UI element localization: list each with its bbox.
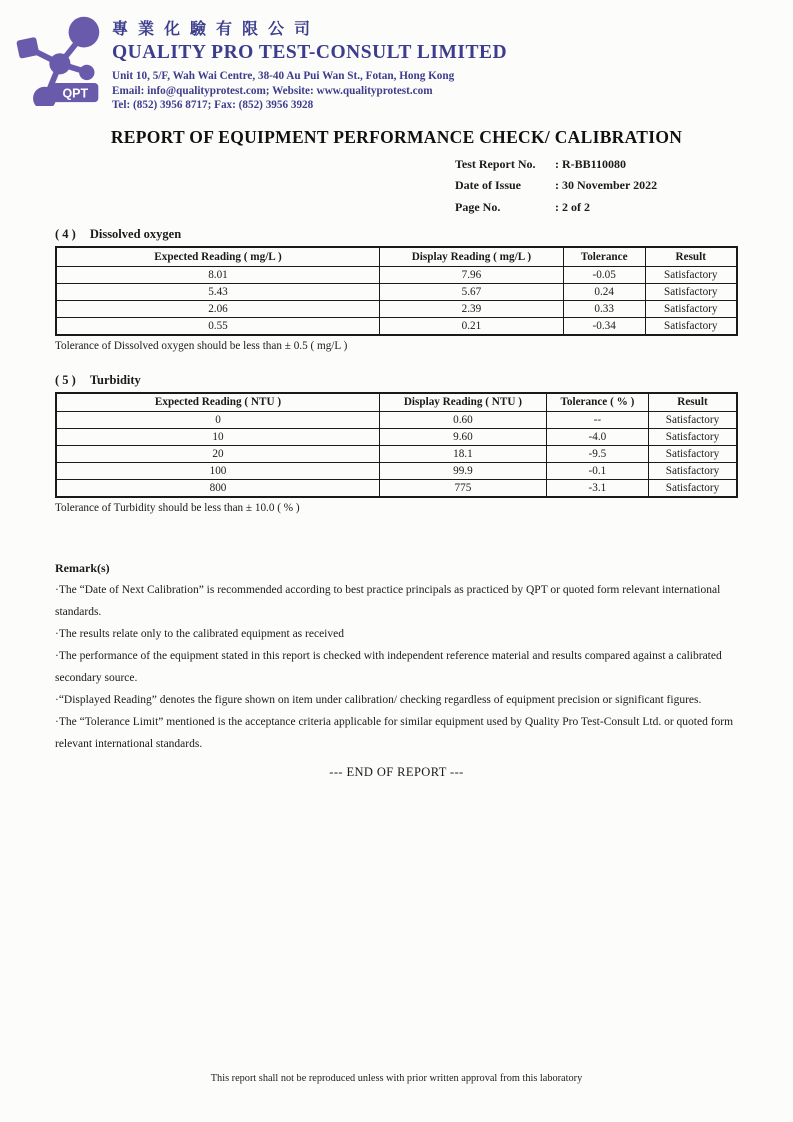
result-cell: Satisfactory bbox=[648, 463, 737, 480]
col-header-tolerance: Tolerance bbox=[563, 247, 645, 266]
company-tel-fax: Tel: (852) 3956 8717; Fax: (852) 3956 3928 bbox=[112, 99, 314, 111]
result-cell: Satisfactory bbox=[648, 446, 737, 463]
display-reading-cell: 9.60 bbox=[379, 429, 546, 446]
report-info-row bbox=[455, 197, 793, 219]
table-header-row bbox=[56, 393, 737, 412]
tolerance-cell: -9.5 bbox=[546, 446, 648, 463]
tolerance-cell: -0.1 bbox=[546, 463, 648, 480]
date-of-issue-label: Date of Issue bbox=[455, 178, 521, 192]
remark-item: ·The “Tolerance Limit” mentioned is the acceptance criteria applicable for similar equipment used by Quality Pro Test-Consult Ltd. or quoted form relevant international standards. bbox=[55, 716, 734, 750]
expected-reading-cell: 0 bbox=[56, 412, 379, 429]
letterhead bbox=[0, 0, 793, 113]
expected-reading-cell: 100 bbox=[56, 463, 379, 480]
remark-item: ·The results relate only to the calibrated equipment as received bbox=[55, 628, 344, 640]
company-name-chinese: 專業化驗有限公司 bbox=[112, 21, 321, 38]
section-4-heading bbox=[55, 227, 738, 242]
turbidity-table bbox=[55, 392, 738, 499]
tolerance-cell: 0.33 bbox=[563, 300, 645, 317]
page-no-value: : 2 of 2 bbox=[555, 199, 590, 214]
logo-atom-center bbox=[49, 53, 70, 74]
table-row bbox=[56, 446, 737, 463]
turbidity-tolerance-note: Tolerance of Turbidity should be less than ± 10.0 ( % ) bbox=[55, 502, 300, 514]
report-info-row bbox=[455, 175, 793, 197]
report-info-block bbox=[455, 154, 793, 219]
table-row bbox=[56, 429, 737, 446]
logo-atom-small bbox=[79, 65, 94, 80]
result-cell: Satisfactory bbox=[645, 317, 737, 335]
section-4-number: ( 4 ) bbox=[55, 227, 76, 241]
result-cell: Satisfactory bbox=[645, 266, 737, 283]
table-row bbox=[56, 300, 737, 317]
expected-reading-cell: 20 bbox=[56, 446, 379, 463]
tolerance-cell: -0.34 bbox=[563, 317, 645, 335]
display-reading-cell: 5.67 bbox=[379, 283, 563, 300]
company-email-website: Email: info@qualityprotest.com; Website: www.qualityprotest.com bbox=[112, 84, 433, 97]
display-reading-cell: 775 bbox=[379, 480, 546, 498]
test-report-no-label: Test Report No. bbox=[455, 156, 536, 171]
logo-atom-square bbox=[16, 37, 40, 59]
report-info-row bbox=[455, 154, 793, 176]
col-header-result: Result bbox=[645, 247, 737, 266]
tolerance-cell: -3.1 bbox=[546, 480, 648, 498]
result-cell: Satisfactory bbox=[648, 480, 737, 498]
date-of-issue-value: : 30 November 2022 bbox=[555, 178, 658, 192]
remarks-section bbox=[55, 561, 765, 755]
expected-reading-cell: 8.01 bbox=[56, 266, 379, 283]
table-row bbox=[56, 412, 737, 429]
remarks-heading: Remark(s) bbox=[55, 561, 110, 575]
company-name-english: QUALITY PRO TEST-CONSULT LIMITED bbox=[112, 42, 508, 63]
section-5-number: ( 5 ) bbox=[55, 372, 76, 387]
section-4-title: Dissolved oxygen bbox=[89, 227, 182, 241]
expected-reading-cell: 0.55 bbox=[56, 317, 379, 335]
display-reading-cell: 2.39 bbox=[379, 300, 563, 317]
company-block bbox=[106, 10, 507, 113]
section-5-title: Turbidity bbox=[89, 372, 141, 387]
display-reading-cell: 0.60 bbox=[379, 412, 546, 429]
page-no-label: Page No. bbox=[455, 199, 501, 214]
display-reading-cell: 7.96 bbox=[379, 266, 563, 283]
result-cell: Satisfactory bbox=[645, 300, 737, 317]
expected-reading-cell: 2.06 bbox=[56, 300, 379, 317]
display-reading-cell: 0.21 bbox=[379, 317, 563, 335]
section-dissolved-oxygen bbox=[55, 227, 738, 352]
logo-atom-large bbox=[69, 17, 100, 48]
qpt-molecule-logo bbox=[10, 10, 106, 106]
tolerance-cell: -4.0 bbox=[546, 429, 648, 446]
col-header-display-reading: Display Reading ( NTU ) bbox=[379, 393, 546, 412]
report-title: REPORT OF EQUIPMENT PERFORMANCE CHECK/ CALIBRATION bbox=[110, 126, 683, 147]
tolerance-cell: -0.05 bbox=[563, 266, 645, 283]
table-row bbox=[56, 283, 737, 300]
logo-abbr-text: QPT bbox=[62, 86, 89, 101]
result-cell: Satisfactory bbox=[648, 429, 737, 446]
remark-item: ·“Displayed Reading” denotes the figure shown on item under calibration/ checking regardless of equipment precision or significant figures. bbox=[55, 694, 702, 706]
table-header-row bbox=[56, 247, 737, 266]
tolerance-cell: 0.24 bbox=[563, 283, 645, 300]
col-header-expected-reading: Expected Reading ( NTU ) bbox=[56, 393, 379, 412]
col-header-result: Result bbox=[648, 393, 737, 412]
result-cell: Satisfactory bbox=[648, 412, 737, 429]
end-of-report-marker: --- END OF REPORT --- bbox=[329, 765, 464, 779]
display-reading-cell: 99.9 bbox=[379, 463, 546, 480]
remark-item: ·The performance of the equipment stated in this report is checked with independent reference material and results compared against a calibrated secondary source. bbox=[55, 650, 722, 684]
table-row bbox=[56, 480, 737, 498]
tolerance-cell: -- bbox=[546, 412, 648, 429]
expected-reading-cell: 800 bbox=[56, 480, 379, 498]
dissolved-oxygen-tolerance-note: Tolerance of Dissolved oxygen should be less than ± 0.5 ( mg/L ) bbox=[55, 339, 348, 352]
test-report-no-value: : R-BB110080 bbox=[555, 156, 627, 171]
col-header-expected-reading: Expected Reading ( mg/L ) bbox=[56, 247, 379, 266]
section-turbidity bbox=[55, 373, 738, 515]
dissolved-oxygen-table bbox=[55, 246, 738, 336]
expected-reading-cell: 10 bbox=[56, 429, 379, 446]
remark-item: ·The “Date of Next Calibration” is recommended according to best practice principals as practiced by QPT or quoted form relevant international standards. bbox=[55, 584, 721, 618]
table-row bbox=[56, 463, 737, 480]
display-reading-cell: 18.1 bbox=[379, 446, 546, 463]
reproduction-notice: This report shall not be reproduced unless with prior written approval from this laboratory bbox=[210, 1073, 583, 1084]
company-address: Unit 10, 5/F, Wah Wai Centre, 38-40 Au Pui Wan St., Fotan, Hong Kong bbox=[112, 70, 455, 82]
expected-reading-cell: 5.43 bbox=[56, 283, 379, 300]
table-row bbox=[56, 317, 737, 335]
result-cell: Satisfactory bbox=[645, 283, 737, 300]
col-header-tolerance: Tolerance ( % ) bbox=[546, 393, 648, 412]
table-row bbox=[56, 266, 737, 283]
col-header-display-reading: Display Reading ( mg/L ) bbox=[379, 247, 563, 266]
section-5-heading bbox=[55, 373, 738, 388]
